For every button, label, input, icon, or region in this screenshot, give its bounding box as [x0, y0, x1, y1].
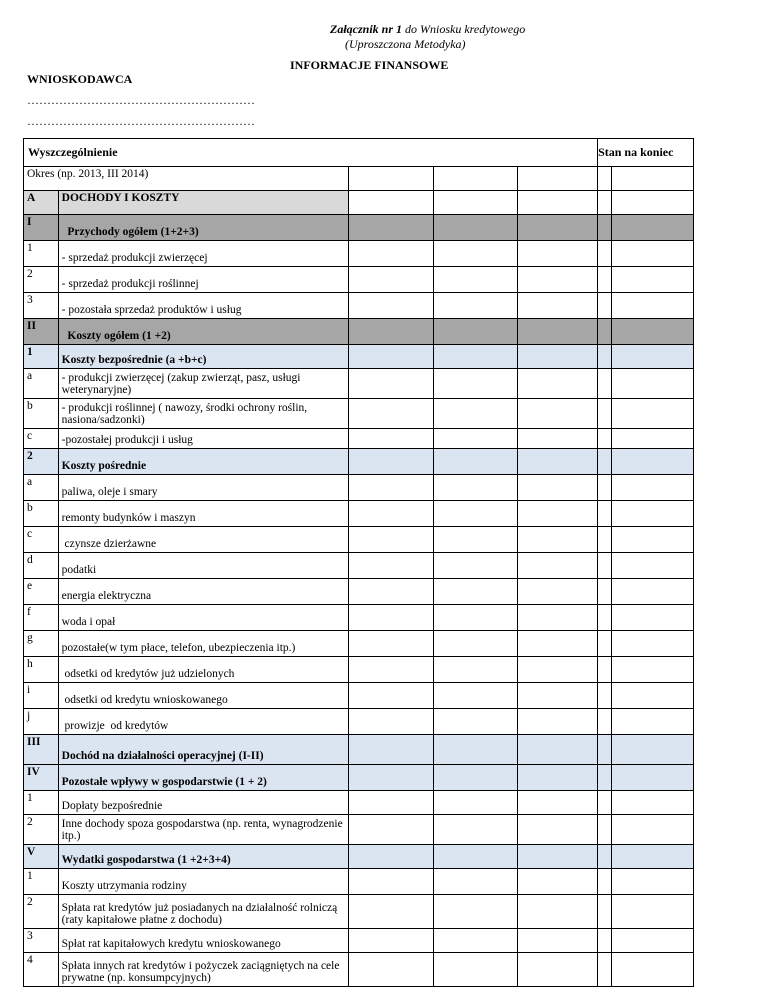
- row-label: Koszty bezpośrednie (a +b+c): [58, 345, 349, 369]
- value-cell[interactable]: [349, 579, 434, 605]
- row-label: - produkcji zwierzęcej (zakup zwierząt, pasz, usługi weterynaryjne): [58, 369, 349, 399]
- applicant-field-line-2[interactable]: …………………………………………………: [27, 114, 255, 128]
- value-cell[interactable]: [349, 605, 434, 631]
- value-cell[interactable]: [598, 501, 612, 527]
- row-index: a: [24, 475, 59, 501]
- value-cell[interactable]: [612, 765, 694, 791]
- value-cell[interactable]: [433, 449, 517, 475]
- value-cell[interactable]: [598, 895, 612, 929]
- value-cell[interactable]: [517, 527, 598, 553]
- value-cell[interactable]: [612, 815, 694, 845]
- value-cell[interactable]: [517, 953, 598, 987]
- value-cell[interactable]: [598, 953, 612, 987]
- value-cell[interactable]: [517, 293, 598, 319]
- value-cell[interactable]: [598, 293, 612, 319]
- applicant-label: WNIOSKODAWCA: [27, 72, 133, 86]
- table-row: [24, 501, 694, 527]
- value-cell[interactable]: [612, 845, 694, 869]
- value-cell[interactable]: [433, 553, 517, 579]
- value-cell[interactable]: [612, 215, 694, 241]
- value-cell[interactable]: [612, 735, 694, 765]
- table-row: [24, 319, 694, 345]
- row-label: podatki: [58, 553, 349, 579]
- value-cell[interactable]: [598, 369, 612, 399]
- value-cell[interactable]: [517, 815, 598, 845]
- period-cell[interactable]: [598, 167, 612, 191]
- value-cell[interactable]: [517, 735, 598, 765]
- value-cell[interactable]: [517, 553, 598, 579]
- row-index: c: [24, 527, 59, 553]
- value-cell[interactable]: [433, 475, 517, 501]
- table-row: [24, 241, 694, 267]
- value-cell[interactable]: [517, 215, 598, 241]
- row-index: 3: [24, 293, 59, 319]
- value-cell[interactable]: [598, 429, 612, 449]
- value-cell[interactable]: [349, 345, 434, 369]
- value-cell[interactable]: [517, 399, 598, 429]
- value-cell[interactable]: [517, 631, 598, 657]
- value-cell[interactable]: [433, 293, 517, 319]
- row-index: 2: [24, 895, 59, 929]
- value-cell[interactable]: [517, 895, 598, 929]
- row-index: 2: [24, 267, 59, 293]
- row-index: IV: [24, 765, 59, 791]
- row-index: I: [24, 215, 59, 241]
- value-cell[interactable]: [517, 929, 598, 953]
- value-cell[interactable]: [433, 929, 517, 953]
- value-cell[interactable]: [349, 399, 434, 429]
- value-cell[interactable]: [612, 319, 694, 345]
- value-cell[interactable]: [433, 869, 517, 895]
- value-cell[interactable]: [517, 191, 598, 215]
- row-index: 2: [24, 449, 59, 475]
- table-header-row: [24, 139, 694, 167]
- row-index: h: [24, 657, 59, 683]
- value-cell[interactable]: [433, 735, 517, 765]
- row-label: Koszty utrzymania rodziny: [58, 869, 349, 895]
- value-cell[interactable]: [612, 429, 694, 449]
- value-cell[interactable]: [612, 345, 694, 369]
- row-index: b: [24, 501, 59, 527]
- table-row: [24, 765, 694, 791]
- value-cell[interactable]: [612, 895, 694, 929]
- row-label: Spłat rat kapitałowych kredytu wnioskowanego: [58, 929, 349, 953]
- table-row: [24, 657, 694, 683]
- row-index: c: [24, 429, 59, 449]
- value-cell[interactable]: [598, 683, 612, 709]
- value-cell[interactable]: [612, 527, 694, 553]
- value-cell[interactable]: [433, 215, 517, 241]
- value-cell[interactable]: [433, 953, 517, 987]
- value-cell[interactable]: [517, 791, 598, 815]
- row-label: - sprzedaż produkcji zwierzęcej: [58, 241, 349, 267]
- value-cell[interactable]: [433, 241, 517, 267]
- value-cell[interactable]: [612, 953, 694, 987]
- annex-reference: do Wniosku kredytowego: [402, 22, 526, 36]
- period-cell[interactable]: [612, 167, 694, 191]
- value-cell[interactable]: [349, 735, 434, 765]
- row-label: paliwa, oleje i smary: [58, 475, 349, 501]
- value-cell[interactable]: [433, 501, 517, 527]
- row-index: i: [24, 683, 59, 709]
- value-cell[interactable]: [517, 869, 598, 895]
- row-index: 1: [24, 869, 59, 895]
- value-cell[interactable]: [349, 267, 434, 293]
- value-cell[interactable]: [612, 869, 694, 895]
- row-index: g: [24, 631, 59, 657]
- value-cell[interactable]: [349, 709, 434, 735]
- value-cell[interactable]: [598, 791, 612, 815]
- row-label: DOCHODY I KOSZTY: [58, 191, 349, 215]
- table-row: [24, 735, 694, 765]
- document-title: INFORMACJE FINANSOWE: [290, 58, 449, 72]
- value-cell[interactable]: [349, 191, 434, 215]
- row-label: Dochód na działalności operacyjnej (I-II): [58, 735, 349, 765]
- row-label: remonty budynków i maszyn: [58, 501, 349, 527]
- value-cell[interactable]: [517, 267, 598, 293]
- annex-subtitle: (Uproszczona Metodyka): [345, 37, 466, 51]
- row-label: Koszty pośrednie: [58, 449, 349, 475]
- value-cell[interactable]: [612, 501, 694, 527]
- value-cell[interactable]: [598, 631, 612, 657]
- value-cell[interactable]: [612, 605, 694, 631]
- value-cell[interactable]: [349, 429, 434, 449]
- value-cell[interactable]: [612, 553, 694, 579]
- table-row: [24, 869, 694, 895]
- table-row: [24, 527, 694, 553]
- value-cell[interactable]: [598, 267, 612, 293]
- value-cell[interactable]: [598, 241, 612, 267]
- value-cell[interactable]: [349, 631, 434, 657]
- table-row: [24, 293, 694, 319]
- row-index: 2: [24, 815, 59, 845]
- table-row: [24, 399, 694, 429]
- value-cell[interactable]: [433, 765, 517, 791]
- row-index: 3: [24, 929, 59, 953]
- value-cell[interactable]: [349, 953, 434, 987]
- value-cell[interactable]: [349, 791, 434, 815]
- value-cell[interactable]: [612, 709, 694, 735]
- table-row: [24, 345, 694, 369]
- table-row: [24, 191, 694, 215]
- value-cell[interactable]: [517, 605, 598, 631]
- value-cell[interactable]: [612, 475, 694, 501]
- row-index: A: [24, 191, 59, 215]
- value-cell[interactable]: [349, 241, 434, 267]
- row-label: prowizje od kredytów: [58, 709, 349, 735]
- row-label: czynsze dzierżawne: [58, 527, 349, 553]
- period-cell[interactable]: [433, 167, 517, 191]
- table-row: [24, 791, 694, 815]
- row-label: woda i opał: [58, 605, 349, 631]
- value-cell[interactable]: [517, 475, 598, 501]
- row-index: 1: [24, 791, 59, 815]
- value-cell[interactable]: [349, 895, 434, 929]
- value-cell[interactable]: [349, 527, 434, 553]
- value-cell[interactable]: [349, 683, 434, 709]
- value-cell[interactable]: [612, 369, 694, 399]
- value-cell[interactable]: [433, 815, 517, 845]
- period-row: [24, 167, 694, 191]
- table-row: [24, 215, 694, 241]
- value-cell[interactable]: [598, 605, 612, 631]
- value-cell[interactable]: [349, 657, 434, 683]
- value-cell[interactable]: [612, 929, 694, 953]
- value-cell[interactable]: [349, 845, 434, 869]
- row-index: a: [24, 369, 59, 399]
- value-cell[interactable]: [598, 553, 612, 579]
- row-label: -pozostałej produkcji i usług: [58, 429, 349, 449]
- row-label: odsetki od kredytu wnioskowanego: [58, 683, 349, 709]
- value-cell[interactable]: [612, 631, 694, 657]
- table-row: [24, 553, 694, 579]
- value-cell[interactable]: [598, 765, 612, 791]
- value-cell[interactable]: [433, 709, 517, 735]
- value-cell[interactable]: [349, 319, 434, 345]
- row-label: Spłata rat kredytów już posiadanych na działalność rolniczą (raty kapitałowe płatne z dochodu): [58, 895, 349, 929]
- value-cell[interactable]: [517, 449, 598, 475]
- value-cell[interactable]: [433, 631, 517, 657]
- value-cell[interactable]: [349, 765, 434, 791]
- value-cell[interactable]: [612, 791, 694, 815]
- specification-header: Wyszczególnienie: [24, 139, 598, 167]
- value-cell[interactable]: [612, 241, 694, 267]
- value-cell[interactable]: [433, 845, 517, 869]
- table-row: [24, 579, 694, 605]
- row-index: d: [24, 553, 59, 579]
- period-cell[interactable]: [349, 167, 434, 191]
- row-label: Pozostałe wpływy w gospodarstwie (1 + 2): [58, 765, 349, 791]
- row-index: II: [24, 319, 59, 345]
- row-label: - sprzedaż produkcji roślinnej: [58, 267, 349, 293]
- value-cell[interactable]: [598, 657, 612, 683]
- value-cell[interactable]: [349, 293, 434, 319]
- table-row: [24, 429, 694, 449]
- value-cell[interactable]: [349, 215, 434, 241]
- row-label: Spłata innych rat kredytów i pożyczek zaciągniętych na cele prywatne (np. konsumpcyjnych): [58, 953, 349, 987]
- value-cell[interactable]: [612, 579, 694, 605]
- value-cell[interactable]: [598, 345, 612, 369]
- value-cell[interactable]: [612, 267, 694, 293]
- value-cell[interactable]: [598, 869, 612, 895]
- value-cell[interactable]: [349, 475, 434, 501]
- value-cell[interactable]: [612, 293, 694, 319]
- table-row: [24, 369, 694, 399]
- annex-number: Załącznik nr 1: [330, 22, 403, 36]
- table-row: [24, 449, 694, 475]
- applicant-field-line-1[interactable]: …………………………………………………: [27, 93, 255, 107]
- table-row: [24, 709, 694, 735]
- value-cell[interactable]: [598, 319, 612, 345]
- value-cell[interactable]: [433, 369, 517, 399]
- period-label: Okres (np. 2013, III 2014): [24, 167, 349, 191]
- value-cell[interactable]: [517, 683, 598, 709]
- row-label: - produkcji roślinnej ( nawozy, środki ochrony roślin, nasiona/sadzonki): [58, 399, 349, 429]
- value-cell[interactable]: [349, 553, 434, 579]
- table-row: [24, 475, 694, 501]
- row-label: Przychody ogółem (1+2+3): [58, 215, 349, 241]
- value-cell[interactable]: [349, 449, 434, 475]
- table-row: [24, 267, 694, 293]
- row-index: b: [24, 399, 59, 429]
- value-cell[interactable]: [598, 929, 612, 953]
- value-cell[interactable]: [598, 527, 612, 553]
- value-cell[interactable]: [349, 369, 434, 399]
- value-cell[interactable]: [517, 369, 598, 399]
- value-cell[interactable]: [598, 191, 612, 215]
- value-cell[interactable]: [433, 657, 517, 683]
- value-cell[interactable]: [517, 765, 598, 791]
- value-cell[interactable]: [349, 869, 434, 895]
- row-index: e: [24, 579, 59, 605]
- table-row: [24, 845, 694, 869]
- value-cell[interactable]: [612, 683, 694, 709]
- value-cell[interactable]: [598, 709, 612, 735]
- value-cell[interactable]: [433, 579, 517, 605]
- value-cell[interactable]: [517, 319, 598, 345]
- value-cell[interactable]: [598, 579, 612, 605]
- value-cell[interactable]: [433, 267, 517, 293]
- row-index: j: [24, 709, 59, 735]
- value-cell[interactable]: [433, 527, 517, 553]
- row-label: Koszty ogółem (1 +2): [58, 319, 349, 345]
- value-cell[interactable]: [612, 449, 694, 475]
- table-row: [24, 815, 694, 845]
- table-row: [24, 683, 694, 709]
- table-row: [24, 895, 694, 929]
- period-cell[interactable]: [517, 167, 598, 191]
- value-cell[interactable]: [517, 501, 598, 527]
- value-cell[interactable]: [433, 319, 517, 345]
- status-header: Stan na koniec: [598, 139, 694, 167]
- row-label: odsetki od kredytów już udzielonych: [58, 657, 349, 683]
- value-cell[interactable]: [349, 815, 434, 845]
- row-index: V: [24, 845, 59, 869]
- value-cell[interactable]: [517, 709, 598, 735]
- value-cell[interactable]: [517, 429, 598, 449]
- annex-label: [330, 22, 525, 37]
- table-row: [24, 953, 694, 987]
- value-cell[interactable]: [598, 475, 612, 501]
- value-cell[interactable]: [598, 735, 612, 765]
- value-cell[interactable]: [598, 449, 612, 475]
- row-label: - pozostała sprzedaż produktów i usług: [58, 293, 349, 319]
- row-index: f: [24, 605, 59, 631]
- value-cell[interactable]: [349, 501, 434, 527]
- financial-table: [23, 138, 694, 987]
- row-index: 1: [24, 345, 59, 369]
- row-index: 4: [24, 953, 59, 987]
- value-cell[interactable]: [433, 399, 517, 429]
- value-cell[interactable]: [517, 241, 598, 267]
- table-row: [24, 631, 694, 657]
- value-cell[interactable]: [433, 605, 517, 631]
- value-cell[interactable]: [517, 657, 598, 683]
- value-cell[interactable]: [433, 791, 517, 815]
- value-cell[interactable]: [517, 579, 598, 605]
- row-index: 1: [24, 241, 59, 267]
- value-cell[interactable]: [612, 657, 694, 683]
- value-cell[interactable]: [433, 895, 517, 929]
- row-index: III: [24, 735, 59, 765]
- value-cell[interactable]: [598, 815, 612, 845]
- row-label: pozostałe(w tym płace, telefon, ubezpieczenia itp.): [58, 631, 349, 657]
- value-cell[interactable]: [433, 429, 517, 449]
- row-label: Dopłaty bezpośrednie: [58, 791, 349, 815]
- table-row: [24, 929, 694, 953]
- row-label: energia elektryczna: [58, 579, 349, 605]
- row-label: Inne dochody spoza gospodarstwa (np. renta, wynagrodzenie itp.): [58, 815, 349, 845]
- value-cell[interactable]: [349, 929, 434, 953]
- table-row: [24, 605, 694, 631]
- value-cell[interactable]: [598, 845, 612, 869]
- row-label: Wydatki gospodarstwa (1 +2+3+4): [58, 845, 349, 869]
- value-cell[interactable]: [598, 399, 612, 429]
- value-cell[interactable]: [598, 215, 612, 241]
- value-cell[interactable]: [433, 683, 517, 709]
- value-cell[interactable]: [612, 399, 694, 429]
- value-cell[interactable]: [517, 845, 598, 869]
- value-cell[interactable]: [433, 345, 517, 369]
- value-cell[interactable]: [433, 191, 517, 215]
- value-cell[interactable]: [612, 191, 694, 215]
- value-cell[interactable]: [517, 345, 598, 369]
